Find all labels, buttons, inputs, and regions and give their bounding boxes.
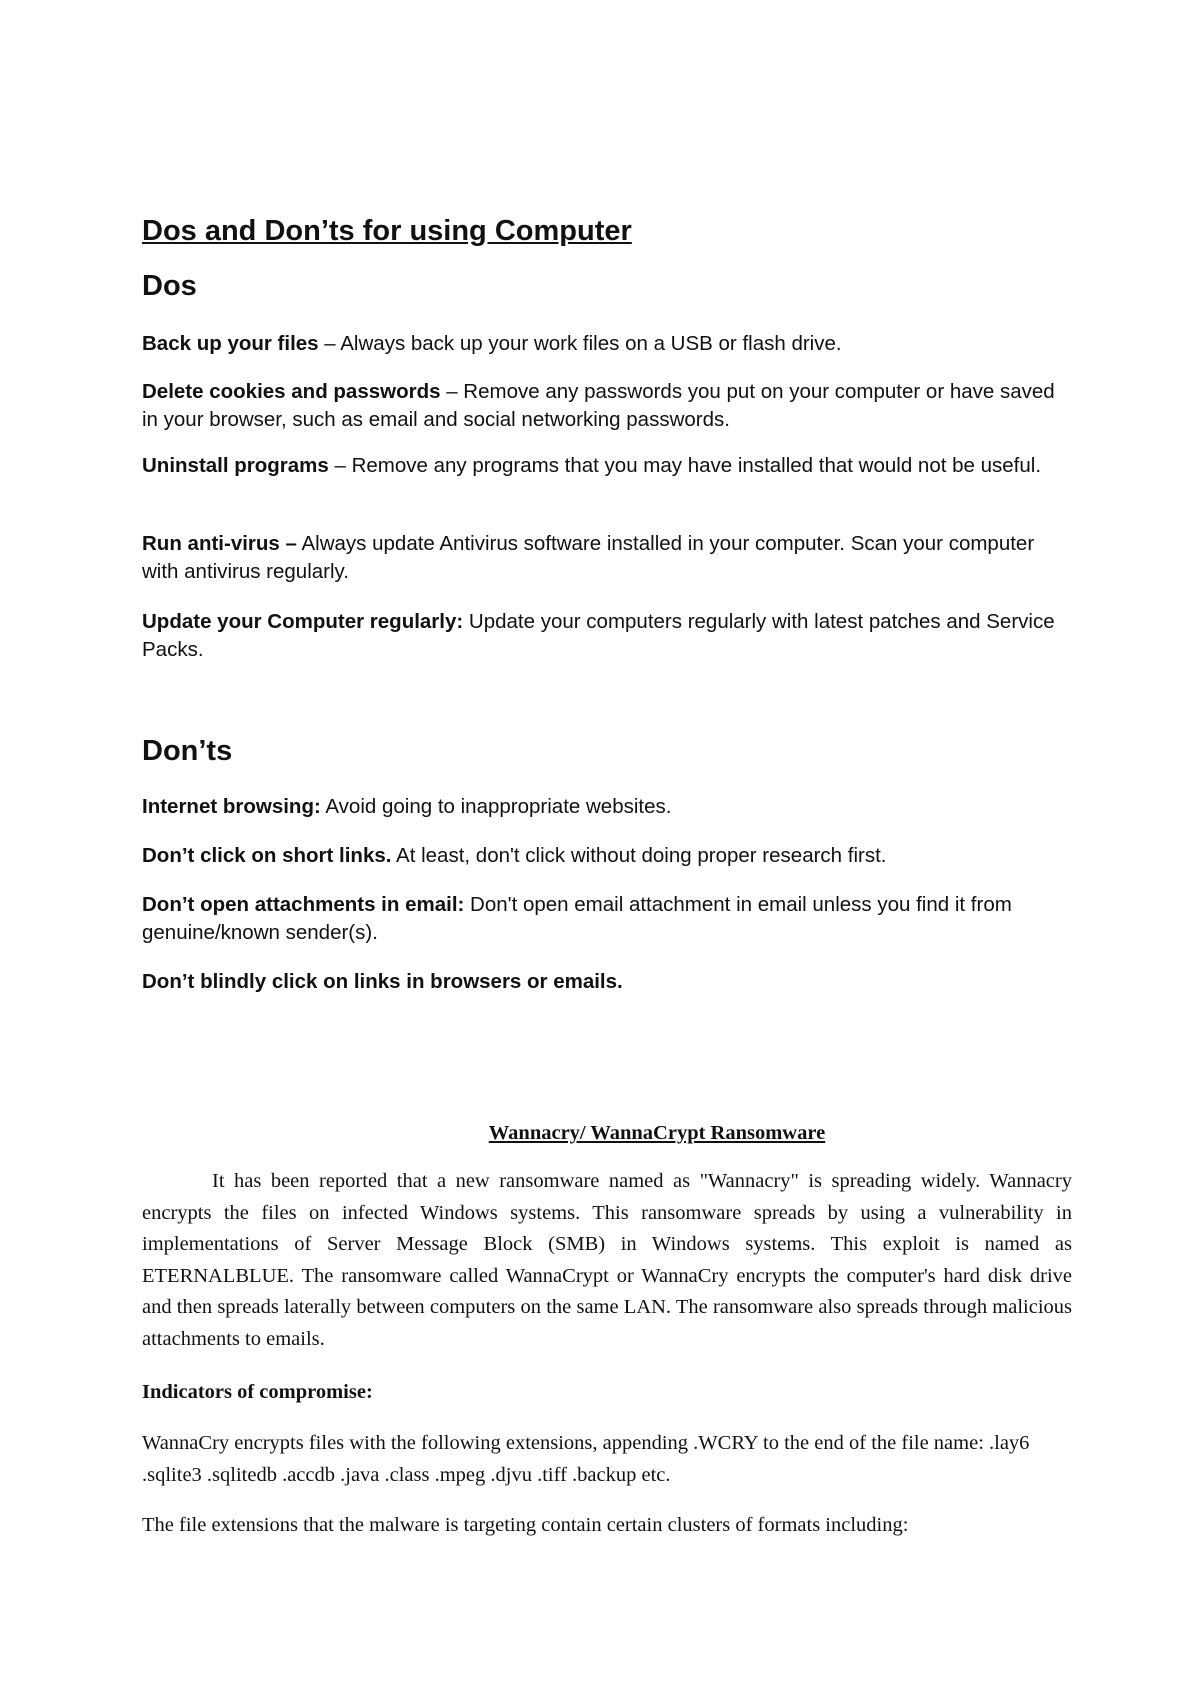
donts-item-browsing <box>142 793 1072 821</box>
donts-item-label: Don’t blindly click on links in browsers or emails. <box>142 970 623 993</box>
dos-item-cookies <box>142 378 1072 434</box>
dos-item-label: Back up your files <box>142 332 319 355</box>
donts-item-text: Don't open email attachment in email unless you find it from genuine/known sender(s). <box>142 893 1012 944</box>
document-title: Dos and Don’ts for using Computer <box>142 215 632 247</box>
donts-item-label: Don’t click on short links. <box>142 844 392 867</box>
donts-item-label: Don’t open attachments in email: <box>142 893 465 916</box>
dos-item-antivirus <box>142 530 1072 586</box>
targeting-text: The file extensions that the malware is targeting contain certain clusters of formats including: <box>142 1514 909 1536</box>
dos-item-label: Update your Computer regularly: <box>142 610 464 633</box>
dos-item-text: Update your computers regularly with latest patches and Service Packs. <box>142 610 1055 661</box>
dos-item-text: – Remove any passwords you put on your computer or have saved in your browser, such as email and social networking passwords. <box>142 380 1055 431</box>
donts-item-text: At least, don't click without doing proper research first. <box>391 844 887 867</box>
dos-item-backup <box>142 330 1072 358</box>
indicators-heading: Indicators of compromise: <box>142 1381 373 1403</box>
donts-item-short-links <box>142 842 1072 870</box>
wannacry-intro: It has been reported that a new ransomware named as "Wannacry" is spreading widely. Wannacry encrypts the files on infected Windows systems. This ransomware spreads by using a vulnerability in implementations of Server Message Block (SMB) in Windows systems. This exploit is named as ETERNALBLUE. The ransomware called WannaCrypt or WannaCry encrypts the computer's hard disk drive and then spreads laterally between computers on the same LAN. The ransomware also spreads through malicious attachments to emails. <box>142 1170 1072 1350</box>
donts-heading: Don’ts <box>142 735 233 767</box>
dos-item-text: – Always back up your work files on a USB or flash drive. <box>318 332 842 355</box>
wannacry-title: Wannacry/ WannaCrypt Ransomware <box>488 1122 826 1144</box>
donts-item-label: Internet browsing: <box>142 795 321 818</box>
dos-item-text: Always update Antivirus software installed in your computer. Scan your computer with antivirus regularly. <box>142 532 1035 583</box>
dos-item-text: – Remove any programs that you may have installed that would not be useful. <box>328 454 1042 477</box>
dos-heading: Dos <box>142 270 197 302</box>
dos-item-update <box>142 608 1072 664</box>
dos-item-uninstall <box>142 452 1072 480</box>
donts-item-attachments <box>142 891 1072 947</box>
dos-item-label: Delete cookies and passwords <box>142 380 441 403</box>
donts-item-blind-links <box>142 968 1072 996</box>
donts-item-text: Avoid going to inappropriate websites. <box>320 795 672 818</box>
dos-item-label: Run anti-virus – <box>142 532 297 555</box>
indicators-text: WannaCry encrypts files with the following extensions, appending .WCRY to the end of the file name: .lay6 .sqlite3 .sqlitedb .accdb .java .class .mpeg .djvu .tiff .backup etc. <box>142 1432 1030 1486</box>
dos-item-label: Uninstall programs <box>142 454 329 477</box>
